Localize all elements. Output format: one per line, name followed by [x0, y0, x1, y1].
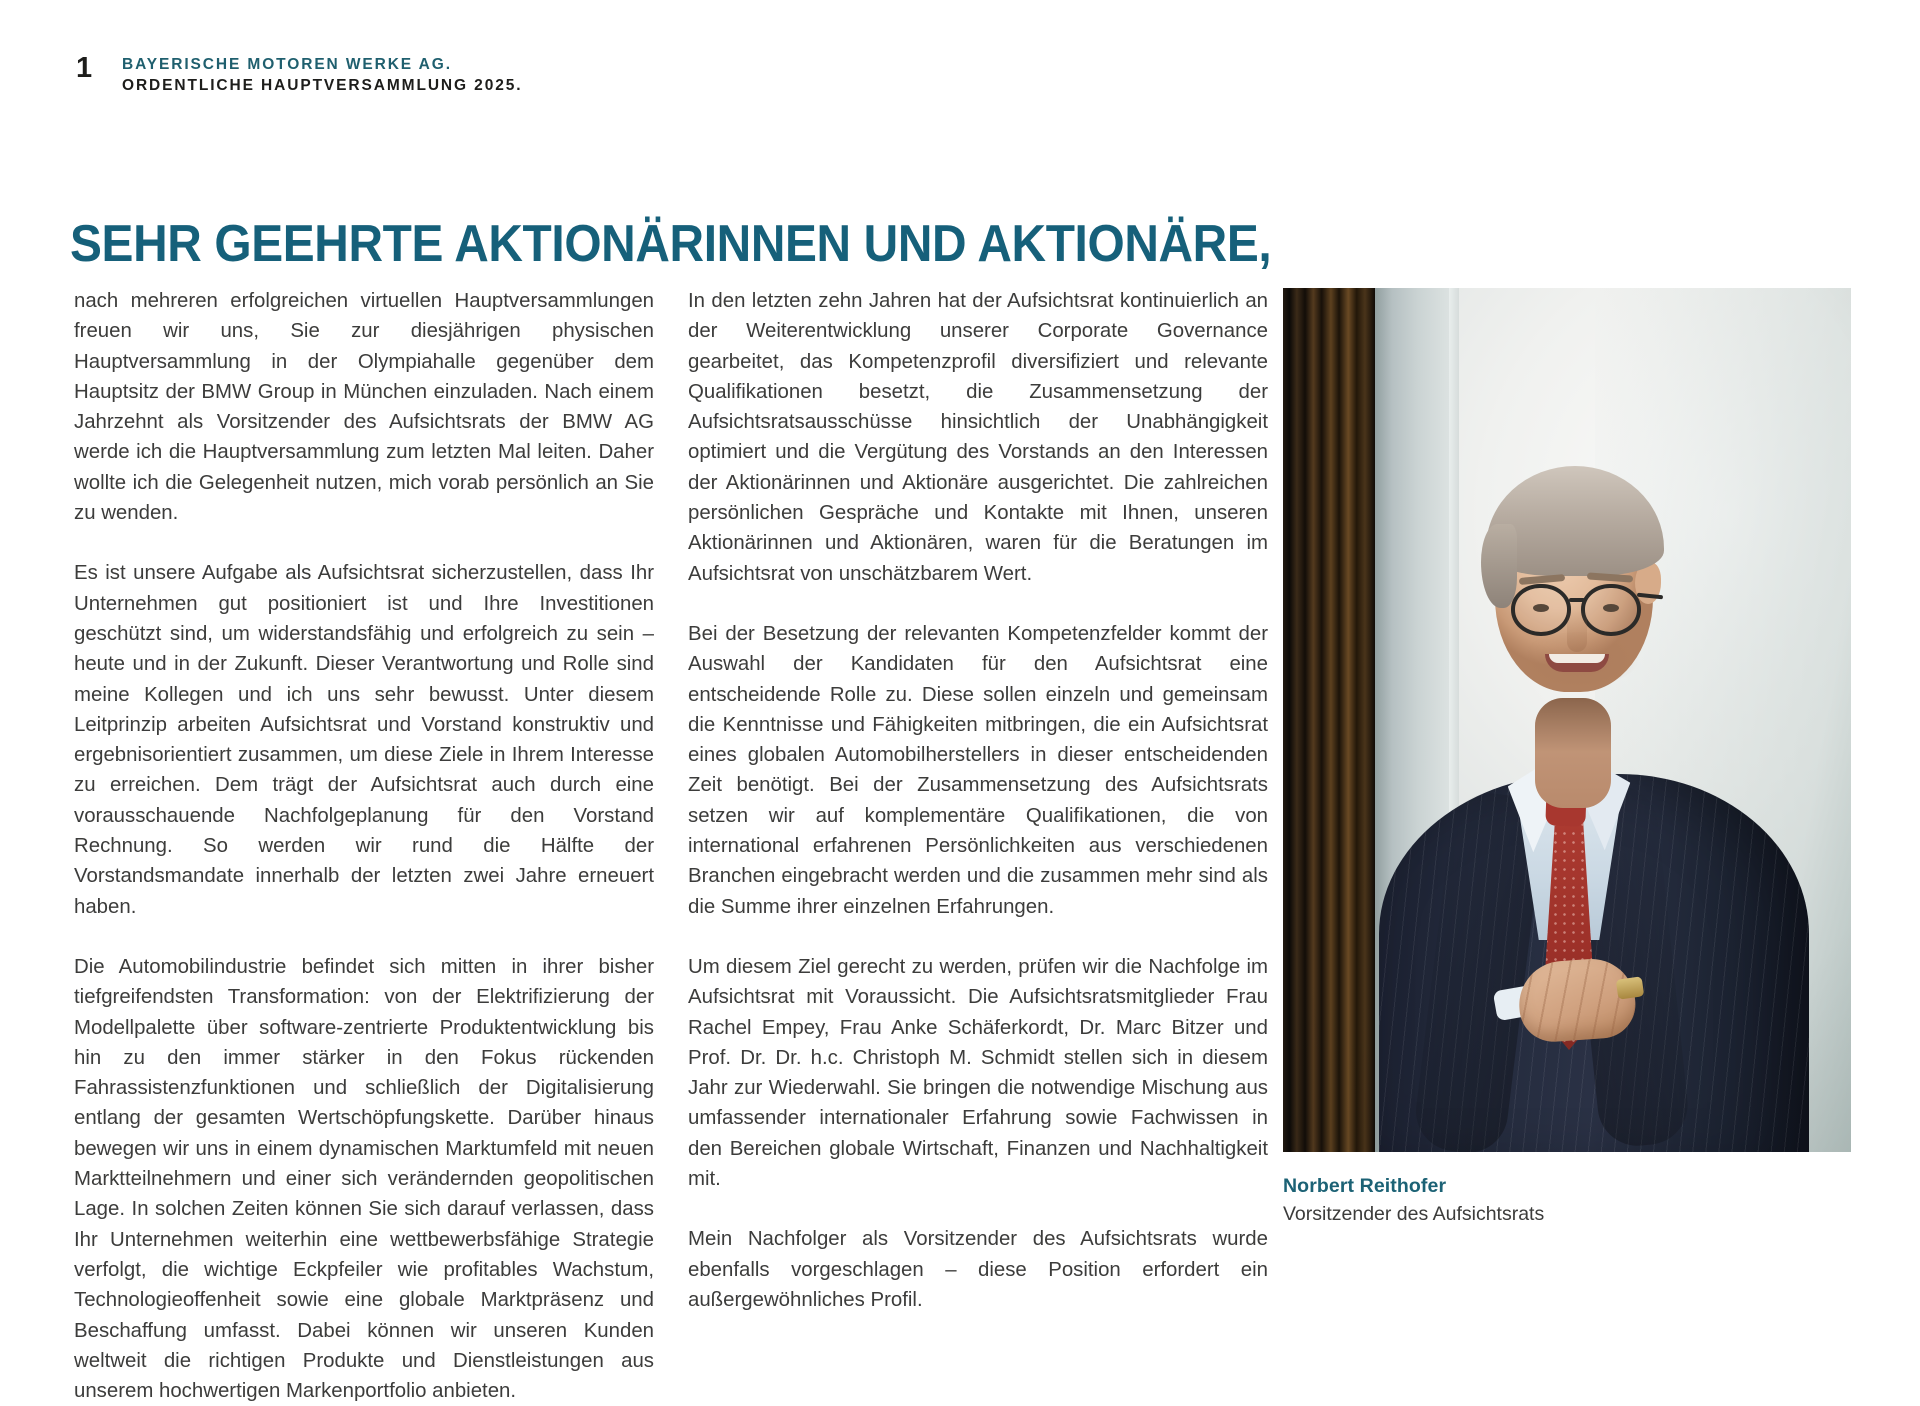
portrait-photo	[1283, 288, 1851, 1152]
paragraph: Bei der Besetzung der relevanten Kompetenzfelder kommt der Auswahl der Kandidaten für den Aufsichtsrat eine entscheidende Rolle zu. Diese sollen einzeln und gemeinsam die Kenntnisse und Fähigkeiten mitbringen, die ein Aufsichtsrat eines globalen Automobilherstellers in dieser entscheidenden Zeit benötigt. Bei der Zusammensetzung des Aufsichtsrats setzen wir auf komplementäre Qualifikationen, die von international erfahrenen Persönlichkeiten aus verschiedenen Branchen eingebracht werden und die zusammen mehr sind als die Summe ihrer einzelnen Erfahrungen.	[688, 622, 1268, 918]
paragraph: Es ist unsere Aufgabe als Aufsichtsrat sicherzustellen, dass Ihr Unternehmen gut positioniert ist und Ihre Investitionen geschützt sind, um widerstandsfähig und erfolgreich zu sein – heute und in der Zukunft. Dieser Verantwortung und Rolle sind meine Kollegen und ich uns sehr bewusst. Unter diesem Leitprinzip arbeiten Aufsichtsrat und Vorstand konstruktiv und ergebnisorientiert zusammen, um diese Ziele in Ihrem Interesse zu erreichen. Dem trägt der Aufsichtsrat auch durch eine vorausschauende Nachfolgeplanung für den Vorstand Rechnung. So werden wir rund die Hälfte der Vorstandsmandate innerhalb der letzten zwei Jahre erneuert haben.	[74, 562, 654, 918]
header-title-block	[122, 54, 522, 95]
paragraph: Um diesem Ziel gerecht zu werden, prüfen wir die Nachfolge im Aufsichtsrat mit Voraussicht. Die Aufsichtsratsmitglieder Frau Rachel Empey, Frau Anke Schäferkordt, Dr. Marc Bitzer und Prof. Dr. Dr. h.c. Christoph M. Schmidt stellen sich in diesem Jahr zur Wiederwahl. Sie bringen die notwendige Mischung aus umfassender internationaler Erfahrung sowie Fachwissen in den Bereichen globale Wirtschaft, Finanzen und Nachhaltigkeit mit.	[688, 955, 1268, 1191]
eyeglasses-bridge	[1569, 598, 1585, 602]
portrait-caption-role: Vorsitzender des Aufsichtsrats	[1283, 1203, 1545, 1226]
page-title: SEHR GEEHRTE AKTIONÄRINNEN UND AKTIONÄRE,	[70, 214, 1272, 273]
header-company-name: BAYERISCHE MOTOREN WERKE AG.	[122, 56, 452, 73]
hair-side	[1481, 524, 1517, 608]
text-column-right	[688, 286, 1268, 1315]
page-number: 1	[76, 52, 93, 84]
wristwatch	[1616, 976, 1645, 999]
portrait-block	[1283, 288, 1851, 1229]
neck-shadow	[1535, 698, 1611, 752]
paragraph: In den letzten zehn Jahren hat der Aufsichtsrat kontinuierlich an der Weiterentwicklung unserer Corporate Governance gearbeitet, das Kompetenzprofil diversifiziert und relevante Qualifikationen besetzt, die Zusammensetzung der Aufsichtsratsausschüsse hinsichtlich der Unabhängigkeit optimiert und die Vergütung des Vorstands an den Interessen der Aktionärinnen und Aktionäre ausgerichtet. Die zahlreichen persönlichen Gespräche und Kontakte mit Ihnen, unseren Aktionärinnen und Aktionären, waren für die Beratungen im Aufsichtsrat von unschätzbarem Wert.	[688, 290, 1268, 585]
eyeglasses-lens-left	[1511, 584, 1571, 636]
text-column-left	[74, 286, 654, 1406]
portrait-figure	[1283, 288, 1851, 1152]
eyeglasses-lens-right	[1581, 584, 1641, 636]
teeth	[1549, 654, 1605, 663]
paragraph: Mein Nachfolger als Vorsitzender des Aufsichtsrats wurde ebenfalls vorgeschlagen – diese Position erfordert ein außergewöhnliches Profil.	[688, 1228, 1268, 1311]
paragraph: nach mehreren erfolgreichen virtuellen Hauptversammlungen freuen wir uns, Sie zur diesjährigen physischen Hauptversammlung in der Olympiahalle gegenüber dem Hauptsitz der BMW Group in München einzuladen. Nach einem Jahrzehnt als Vorsitzender des Aufsichtsrats der BMW AG werde ich die Hauptversammlung zum letzten Mal leiten. Daher wollte ich die Gelegenheit nutzen, mich vorab persönlich an Sie zu wenden.	[74, 290, 654, 525]
header-event-name: ORDENTLICHE HAUPTVERSAMMLUNG 2025.	[122, 76, 523, 94]
portrait-caption-name: Norbert Reithofer	[1283, 1175, 1447, 1197]
portrait-caption	[1283, 1174, 1851, 1229]
nose	[1567, 610, 1587, 652]
mouth	[1545, 654, 1609, 672]
paragraph: Die Automobilindustrie befindet sich mitten in ihrer bisher tiefgreifendsten Transformation: von der Elektrifizierung der Modellpalette über software-zentrierte Produktentwicklung bis hin zu den immer stärker in den Fokus rückenden Fahrassistenzfunktionen und schließlich der Digitalisierung entlang der gesamten Wertschöpfungskette. Darüber hinaus bewegen wir uns in einem dynamischen Marktumfeld mit neuen Marktteilnehmern und einer sich verändernden geopolitischen Lage. In solchen Zeiten können Sie sich darauf verlassen, dass Ihr Unternehmen weiterhin eine wettbewerbsfähige Strategie verfolgt, die wichtige Eckpfeiler wie profitables Wachstum, Technologieoffenheit sowie eine globale Marktpräsenz und Beschaffung umfasst. Dabei können wir unseren Kunden weltweit die richtigen Produkte und Dienstleistungen aus unserem hochwertigen Markenportfolio anbieten.	[74, 955, 654, 1403]
page-header	[76, 54, 522, 95]
